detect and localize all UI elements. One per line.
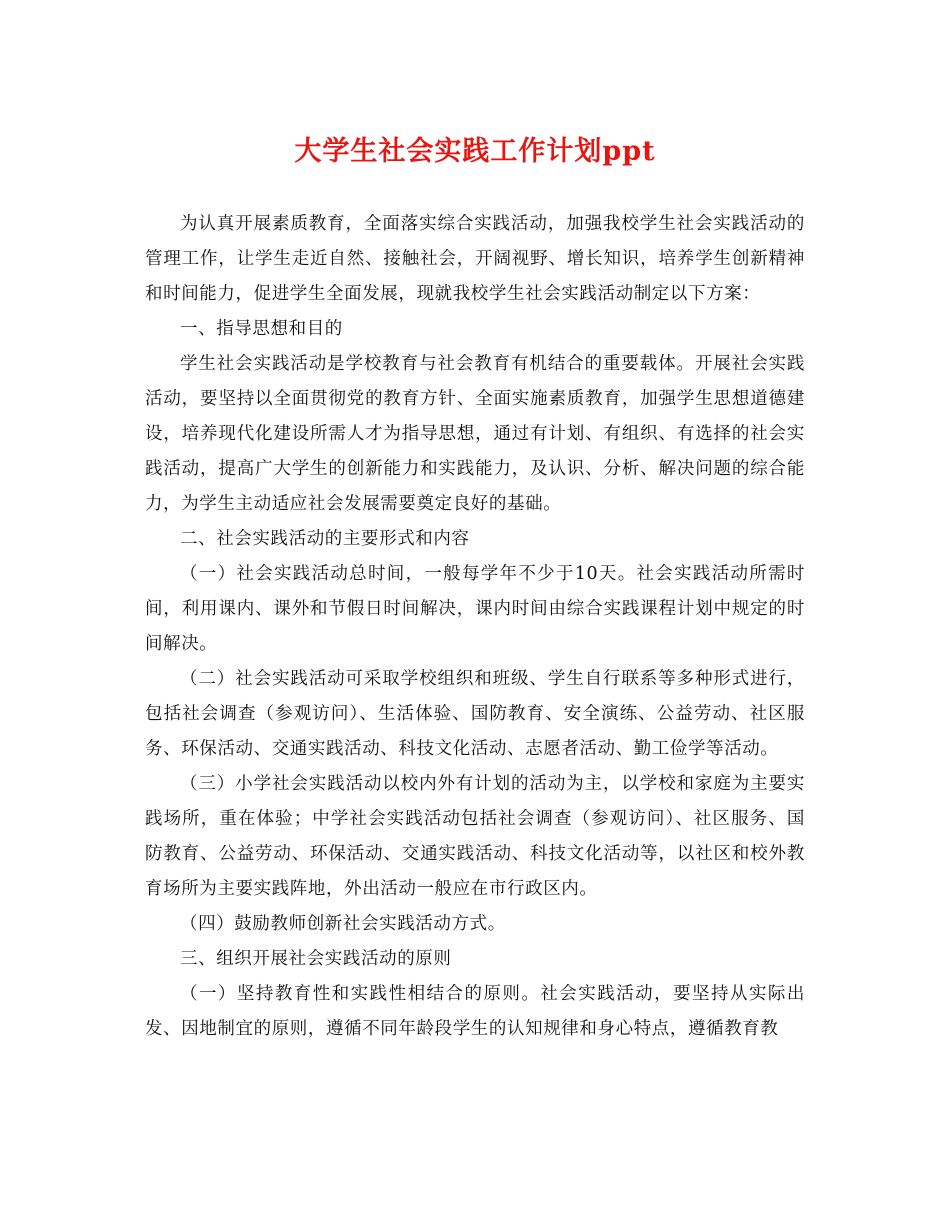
heading-section-2: 二、社会实践活动的主要形式和内容 bbox=[180, 529, 470, 549]
paragraph-item-2-3: （三）小学社会实践活动以校内外有计划的活动为主，以学校和家庭为主要实践场所，重在体验；中学社会实践活动包括社会调查（参观访问）、社区服务、国防教育、公益劳动、环保活动、交通实践活动、科技文化活动等，以社区和校外教育场所为主要实践阵地，外出活动一般应在市行政区内。 bbox=[145, 774, 805, 899]
paragraph-intro: 为认真开展素质教育，全面落实综合实践活动，加强我校学生社会实践活动的管理工作，让学生走近自然、接触社会，开阔视野、增长知识，培养学生创新精神和时间能力，促进学生全面发展，现就我校学生社会实践活动制定以下方案： bbox=[145, 214, 805, 304]
document-body bbox=[145, 207, 805, 1047]
paragraph-item-2-4: （四）鼓励教师创新社会实践活动方式。 bbox=[180, 914, 506, 934]
paragraph-item-2-1: （一）社会实践活动总时间，一般每学年不少于10天。社会实践活动所需时间，利用课内、课外和节假日时间解决，课内时间由综合实践课程计划中规定的时间解决。 bbox=[145, 564, 805, 654]
paragraph-item-2-2: （二）社会实践活动可采取学校组织和班级、学生自行联系等多种形式进行，包括社会调查（参观访问）、生活体验、国防教育、安全演练、公益劳动、社区服务、环保活动、交通实践活动、科技文化活动、志愿者活动、勤工俭学等活动。 bbox=[145, 669, 805, 759]
paragraph-section-1: 学生社会实践活动是学校教育与社会教育有机结合的重要载体。开展社会实践活动，要坚持以全面贯彻党的教育方针、全面实施素质教育，加强学生思想道德建设，培养现代化建设所需人才为指导思想，通过有计划、有组织、有选择的社会实践活动，提高广大学生的创新能力和实践能力，及认识、分析、解决问题的综合能力，为学生主动适应社会发展需要奠定良好的基础。 bbox=[145, 354, 805, 514]
heading-section-1: 一、指导思想和目的 bbox=[180, 319, 343, 339]
heading-section-3: 三、组织开展社会实践活动的原则 bbox=[180, 949, 452, 969]
document-title: 大学生社会实践工作计划ppt bbox=[294, 136, 656, 167]
paragraph-item-3-1: （一）坚持教育性和实践性相结合的原则。社会实践活动，要坚持从实际出发、因地制宜的原则，遵循不同年龄段学生的认知规律和身心特点，遵循教育教 bbox=[145, 984, 805, 1039]
